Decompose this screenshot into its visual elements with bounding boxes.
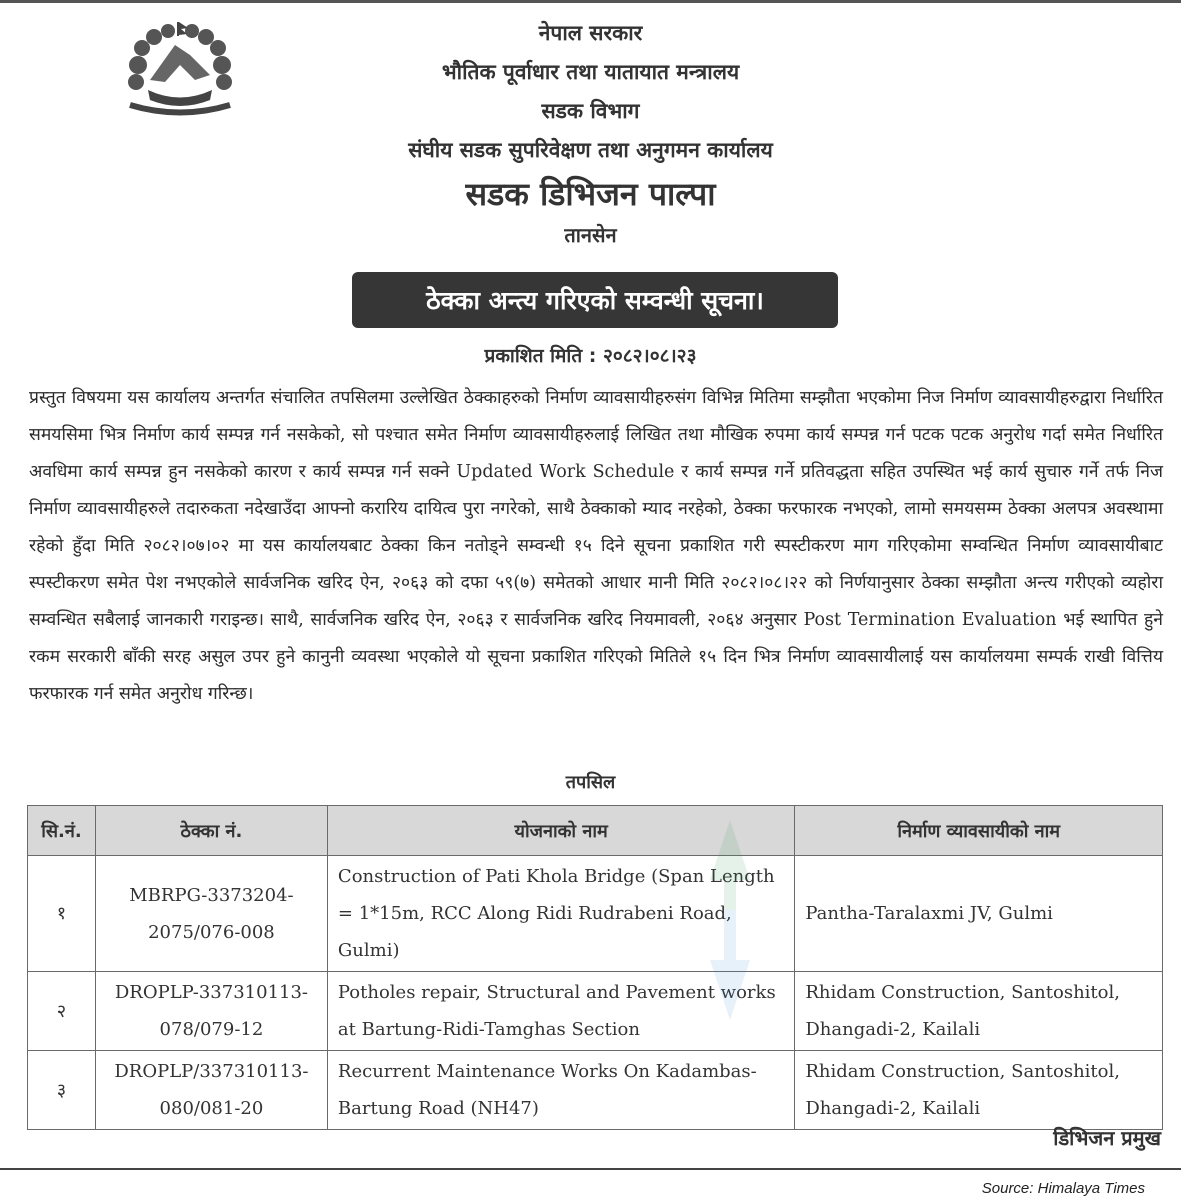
cell-sn: ३ bbox=[28, 1051, 96, 1130]
table-row bbox=[28, 1051, 1163, 1130]
table-row bbox=[28, 856, 1163, 972]
ministry-name: भौतिक पूर्वाधार तथा यातायात मन्त्रालय bbox=[441, 60, 740, 84]
cell-contractor-name: Pantha-Taralaxmi JV, Gulmi bbox=[795, 856, 1163, 972]
schedule-title: तपसिल bbox=[565, 772, 616, 793]
cell-contract-no: DROPLP/337310113-080/081-20 bbox=[95, 1051, 327, 1130]
table-header-row bbox=[28, 806, 1163, 856]
bottom-rule bbox=[0, 1168, 1181, 1170]
cell-project-name: Potholes repair, Structural and Pavement works at Bartung-Ridi-Tamghas Section bbox=[327, 972, 794, 1051]
division-name: सडक डिभिजन पाल्पा bbox=[465, 175, 716, 213]
cell-contractor-name: Rhidam Construction, Santoshitol, Dhangadi-2, Kailali bbox=[795, 972, 1163, 1051]
cell-project-name: Recurrent Maintenance Works On Kadambas-Bartung Road (NH47) bbox=[327, 1051, 794, 1130]
department-name: सडक विभाग bbox=[541, 99, 640, 123]
header-sn: सि.नं. bbox=[28, 806, 96, 856]
notice-title: ठेक्का अन्त्य गरिएको सम्वन्धी सूचना। bbox=[352, 272, 838, 328]
cell-sn: १ bbox=[28, 856, 96, 972]
header-contract-no: ठेक्का नं. bbox=[95, 806, 327, 856]
notice-body: प्रस्तुत विषयमा यस कार्यालय अन्तर्गत संचालित तपसिलमा उल्लेखित ठेक्काहरुको निर्माण व्यावसायीहरुसंग विभिन्न मितिमा सम्झौता भएकोमा निज निर्माण व्यावसायीहरुद्वारा निर्धारित समयसिमा भित्र निर्माण कार्य सम्पन्न गर्न नसकेको, सो पश्चात समेत निर्माण व्यावसायीहरुलाई लिखित तथा मौखिक रुपमा कार्य सम्पन्न गर्न पटक पटक अनुरोध गर्दा समेत निर्धारित अवधिमा कार्य सम्पन्न हुन नसकेको कारण र कार्य सम्पन्न गर्न सक्ने Updated Work Schedule र कार्य सम्पन्न गर्ने प्रतिवद्धता सहित उपस्थित भई कार्य सुचारु गर्ने तर्फ निज निर्माण व्यावसायीहरुले तदारुकता नदेखाउँदा आफ्नो करारिय दायित्व पुरा नगरेको, साथै ठेक्काको म्याद नरहेको, ठेक्का फरफारक नभएको, लामो समयसम्म ठेक्का अलपत्र अवस्थामा रहेको हुँदा मिति २०८२।०७।०२ मा यस कार्यालयबाट ठेक्का किन नतोड्ने सम्वन्धी १५ दिने सूचना प्रकाशित गरी स्पस्टीकरण माग गरिएकोमा सम्वन्धित निर्माण व्यावसायीबाट स्पस्टीकरण समेत पेश नभएकोले सार्वजनिक खरिद ऐन, २०६३ को दफा ५९(७) समेतको आधार मानी मिति २०८२।०८।२२ को निर्णयानुसार ठेक्का सम्झौता अन्त्य गरीएको व्यहोरा सम्वन्धित सबैलाई जानकारी गराइन्छ। साथै, सार्वजनिक खरिद ऐन, २०६३ र सार्वजनिक खरिद नियमावली, २०६४ अनुसार Post Termination Evaluation भई स्थापित हुने रकम सरकारी बाँकी सरह असुल उपर हुने कानुनी व्यवस्था भएकोले यो सूचना प्रकाशित गरिएको मितिले १५ दिन भित्र निर्माण व्यावसायीलाई यस कार्यालयमा सम्पर्क राखी वित्तिय फरफारक गर्न समेत अनुरोध गरिन्छ। bbox=[29, 388, 1163, 704]
document-header bbox=[0, 14, 1181, 252]
cell-contractor-name: Rhidam Construction, Santoshitol, Dhangadi-2, Kailali bbox=[795, 1051, 1163, 1130]
signature-division-chief: डिभिजन प्रमुख bbox=[1053, 1126, 1161, 1150]
published-date: प्रकाशित मिति : २०८२।०८।२३ bbox=[484, 345, 697, 367]
header-contractor-name: निर्माण व्यावसायीको नाम bbox=[795, 806, 1163, 856]
top-rule bbox=[0, 0, 1181, 3]
government-name: नेपाल सरकार bbox=[538, 21, 643, 45]
location-name: तानसेन bbox=[564, 223, 617, 247]
cell-contract-no: MBRPG-3373204-2075/076-008 bbox=[95, 856, 327, 972]
contract-schedule-table bbox=[27, 805, 1163, 1130]
office-name: संघीय सडक सुपरिवेक्षण तथा अनुगमन कार्यालय bbox=[408, 138, 773, 162]
cell-project-name: Construction of Pati Khola Bridge (Span Length = 1*15m, RCC Along Ridi Rudrabeni Road, Gulmi) bbox=[327, 856, 794, 972]
cell-sn: २ bbox=[28, 972, 96, 1051]
header-project-name: योजनाको नाम bbox=[327, 806, 794, 856]
table-row bbox=[28, 972, 1163, 1051]
cell-contract-no: DROPLP-337310113-078/079-12 bbox=[95, 972, 327, 1051]
source-credit: Source: Himalaya Times bbox=[981, 1180, 1145, 1197]
